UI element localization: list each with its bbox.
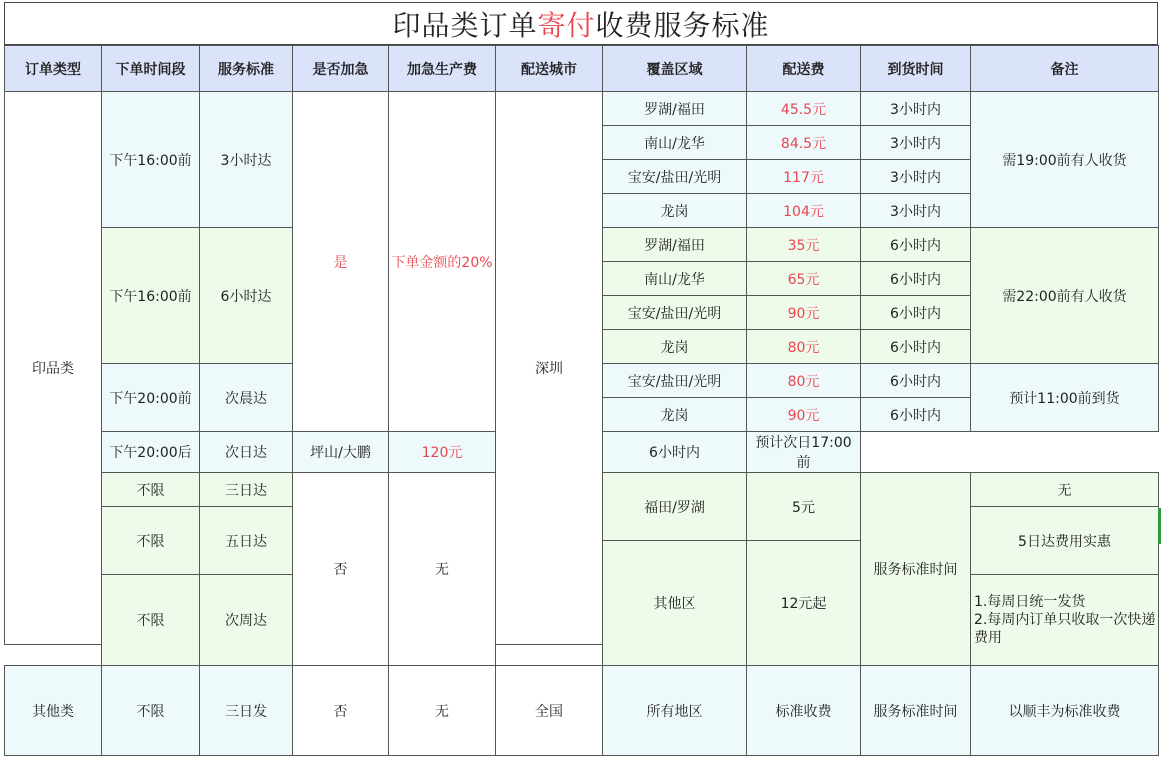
service-std-cell: 3小时达 [200,92,293,228]
arrive-cell: 3小时内 [861,92,971,126]
service-std-cell: 6小时达 [200,228,293,364]
city-cell: 深圳 [496,92,603,645]
fee-cell: 5元 [747,473,861,541]
arrive-cell: 6小时内 [861,398,971,432]
area-cell: 宝安/盐田/光明 [603,364,747,398]
note-cell: 需22:00前有人收货 [971,228,1159,364]
arrive-cell: 6小时内 [861,330,971,364]
service-std-cell: 次周达 [200,575,293,666]
order-type-cell: 印品类 [5,92,102,645]
note-cell: 预计次日17:00前 [747,432,861,473]
time-slot-cell: 下午20:00后 [102,432,200,473]
header-row [5,46,1159,92]
fee-cell: 65元 [747,262,861,296]
fee-cell: 104元 [747,194,861,228]
header-cell: 服务标准 [200,46,293,92]
arrive-cell: 3小时内 [861,194,971,228]
fee-cell: 35元 [747,228,861,262]
arrive-cell: 服务标准时间 [861,473,971,666]
fee-cell: 90元 [747,398,861,432]
fee-cell: 45.5元 [747,92,861,126]
note-cell: 以顺丰为标准收费 [971,666,1159,756]
area-cell: 罗湖/福田 [603,228,747,262]
time-slot-cell: 下午20:00前 [102,364,200,432]
cell-selection-edge [1158,508,1161,544]
header-cell: 覆盖区域 [603,46,747,92]
fee-cell: 120元 [389,432,496,473]
header-cell: 订单类型 [5,46,102,92]
time-slot-cell: 不限 [102,575,200,666]
note-line: 2.每周内订单只收取一次快递费用 [974,612,1156,646]
note-line: 1.每周日统一发货 [974,594,1086,610]
time-slot-cell: 不限 [102,473,200,507]
header-cell: 到货时间 [861,46,971,92]
urgent-cell: 是 [293,92,389,432]
table-row [5,666,1159,756]
urgent-cell: 否 [293,473,389,666]
fee-cell: 84.5元 [747,126,861,160]
fee-cell: 12元起 [747,541,861,666]
arrive-cell: 6小时内 [603,432,747,473]
service-std-cell: 次晨达 [200,364,293,432]
time-slot-cell: 下午16:00前 [102,92,200,228]
order-type-cell: 其他类 [5,666,102,756]
area-cell: 南山/龙华 [603,126,747,160]
time-slot-cell: 不限 [102,666,200,756]
area-cell: 宝安/盐田/光明 [603,160,747,194]
arrive-cell: 3小时内 [861,126,971,160]
note-cell: 无 [971,473,1159,507]
title-post: 收费服务标准 [595,8,770,42]
urgent-cell: 否 [293,666,389,756]
urgent-fee-cell: 无 [389,473,496,666]
header-cell: 备注 [971,46,1159,92]
area-cell: 福田/罗湖 [603,473,747,541]
header-cell: 加急生产费 [389,46,496,92]
urgent-fee-cell: 无 [389,666,496,756]
arrive-cell: 6小时内 [861,262,971,296]
service-std-cell: 三日达 [200,473,293,507]
fee-cell: 117元 [747,160,861,194]
header-cell: 下单时间段 [102,46,200,92]
table-row [5,92,1159,126]
arrive-cell: 6小时内 [861,296,971,330]
arrive-cell: 6小时内 [861,228,971,262]
area-cell: 龙岗 [603,398,747,432]
note-cell [971,575,1159,666]
note-cell: 5日达费用实惠 [971,507,1159,575]
area-cell: 龙岗 [603,330,747,364]
header-cell: 配送城市 [496,46,603,92]
note-cell: 预计11:00前到货 [971,364,1159,432]
area-cell: 龙岗 [603,194,747,228]
area-cell: 罗湖/福田 [603,92,747,126]
fee-cell: 90元 [747,296,861,330]
title-pre: 印品类订单 [392,8,538,42]
area-cell: 南山/龙华 [603,262,747,296]
fee-cell: 80元 [747,330,861,364]
urgent-fee-cell: 下单金额的20% [389,92,496,432]
fee-table [4,45,1159,756]
header-cell: 配送费 [747,46,861,92]
time-slot-cell: 不限 [102,507,200,575]
city-cell: 全国 [496,666,603,756]
area-cell: 所有地区 [603,666,747,756]
note-cell: 需19:00前有人收货 [971,92,1159,228]
area-cell: 其他区 [603,541,747,666]
fee-cell: 标准收费 [747,666,861,756]
service-std-cell: 三日发 [200,666,293,756]
time-slot-cell: 下午16:00前 [102,228,200,364]
arrive-cell: 3小时内 [861,160,971,194]
arrive-cell: 服务标准时间 [861,666,971,756]
service-std-cell: 次日达 [200,432,293,473]
header-cell: 是否加急 [293,46,389,92]
service-std-cell: 五日达 [200,507,293,575]
area-cell: 宝安/盐田/光明 [603,296,747,330]
fee-cell: 80元 [747,364,861,398]
area-cell: 坪山/大鹏 [293,432,389,473]
page-title [4,2,1158,45]
title-highlight: 寄付 [537,8,596,42]
arrive-cell: 6小时内 [861,364,971,398]
